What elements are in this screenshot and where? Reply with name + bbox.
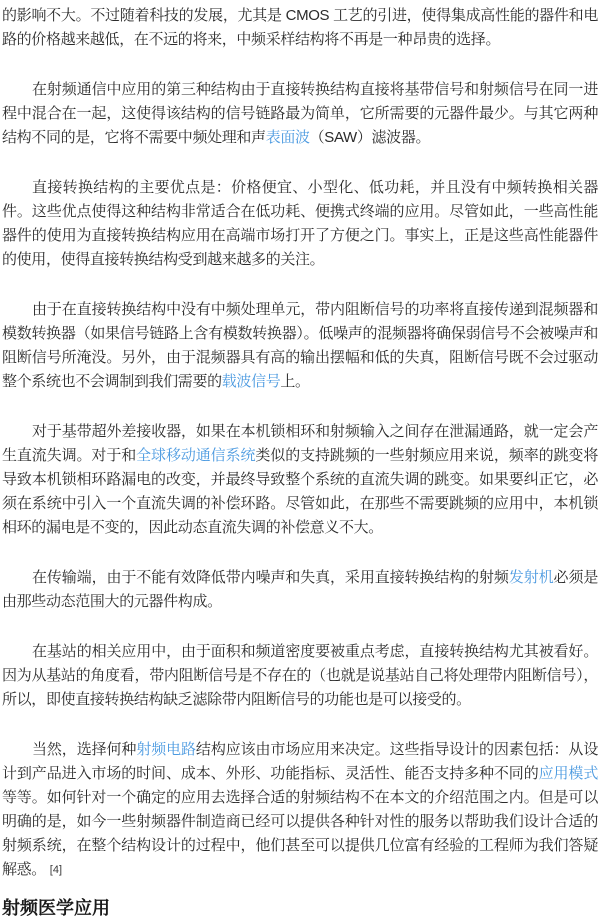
text-run: 等等。如何针对一个确定的应用去选择合适的射频结构不在本文的介绍范围之内。但是可以明确的是，如今一些射频器件制造商已经可以提供各种针对性的服务以帮助我们设计合适的射频系统，在整个结构设计的过程中，他们甚至可以提供几位富有经验的工程师为我们答疑解惑。 <box>2 789 598 878</box>
wiki-link[interactable]: 载波信号 <box>221 373 281 390</box>
paragraph <box>2 420 598 540</box>
wiki-link[interactable]: 表面波 <box>265 129 310 146</box>
wiki-link[interactable]: 发射机 <box>508 569 554 586</box>
text-run: 结构应该由市场应用来决定。这些指导设计的因素包括：从设计到产品进入市场的时间、成本、外形、功能指标、灵活性、能否支持多种不同的 <box>2 741 598 782</box>
text-run: 直接转换结构的主要优点是：价格便宜、小型化、低功耗，并且没有中频转换相关器件。这些优点使得这种结构非常适合在低功耗、便携式终端的应用。尽管如此，一些高性能器件的使用为直接转换结构应用在高端市场打开了方便之门。事实上，正是这些高性能器件的使用，使得直接转换结构受到越来越多的关注。 <box>2 179 598 268</box>
wiki-link[interactable]: 射频电路 <box>136 741 196 758</box>
reference-marker[interactable]: [4] <box>49 864 63 876</box>
text-run: 在射频通信中应用的第三种结构由于直接转换结构直接将基带信号和射频信号在同一进程中混合在一起，这使得该结构的信号链路最为简单，它所需要的元器件最少。与其它两种结构不同的是，它将不需要中频处理和声 <box>2 81 598 146</box>
paragraph <box>2 78 598 150</box>
text-run: 对于基带超外差接收器，如果在本机锁相环和射频输入之间存在泄漏通路，就一定会产生直流失调。对于和 <box>2 423 598 464</box>
text-run: 上。 <box>280 373 310 390</box>
section-heading: 射频医学应用 <box>2 898 110 918</box>
text-run: 在基站的相关应用中，由于面积和频道密度要被重点考虑，直接转换结构尤其被看好。因为从基站的角度看，带内阻断信号是不存在的（也就是说基站自己将处理带内阻断信号），所以，即使直接转换结构缺乏滤除带内阻断信号的功能也是可以接受的。 <box>2 643 598 708</box>
paragraph <box>2 640 598 712</box>
paragraph <box>2 4 598 52</box>
paragraph <box>2 738 598 882</box>
text-run: 必须是由那些动态范围大的元器件构成。 <box>2 569 598 610</box>
wiki-link[interactable]: 全球移动通信系统 <box>136 447 256 464</box>
paragraph <box>2 176 598 272</box>
text-run: 当然，选择何种 <box>32 741 137 758</box>
text-run: 在传输端，由于不能有效降低带内噪声和失真，采用直接转换结构的射频 <box>32 569 509 586</box>
text-run: 类似的支持跳频的一些射频应用来说，频率的跳变将导致本机锁相环路漏电的改变，并最终导致整个系统的直流失调的跳变。如果要纠正它，必须在系统中引入一个直流失调的补偿环路。尽管如此，在那些不需要跳频的应用中，本机锁相环的漏电是不变的，因此动态直流失调的补偿意义不大。 <box>2 447 598 536</box>
paragraph <box>2 566 598 614</box>
text-run: 由于在直接转换结构中没有中频处理单元，带内阻断信号的功率将直接传递到混频器和模数转换器（如果信号链路上含有模数转换器）。低噪声的混频器将确保弱信号不会被噪声和阻断信号所淹没。另外，由于混频器具有高的输出摆幅和低的失真，阻断信号既不会过驱动整个系统也不会调制到我们需要的 <box>2 301 598 390</box>
text-run: （SAW）滤波器。 <box>309 129 431 146</box>
text-run: 的影响不大。不过随着科技的发展，尤其是 CMOS 工艺的引进，使得集成高性能的器件和电路的价格越来越低，在不远的将来，中频采样结构将不再是一种昂贵的选择。 <box>2 7 598 48</box>
wiki-link[interactable]: 应用模式 <box>538 765 598 782</box>
paragraph <box>2 298 598 394</box>
